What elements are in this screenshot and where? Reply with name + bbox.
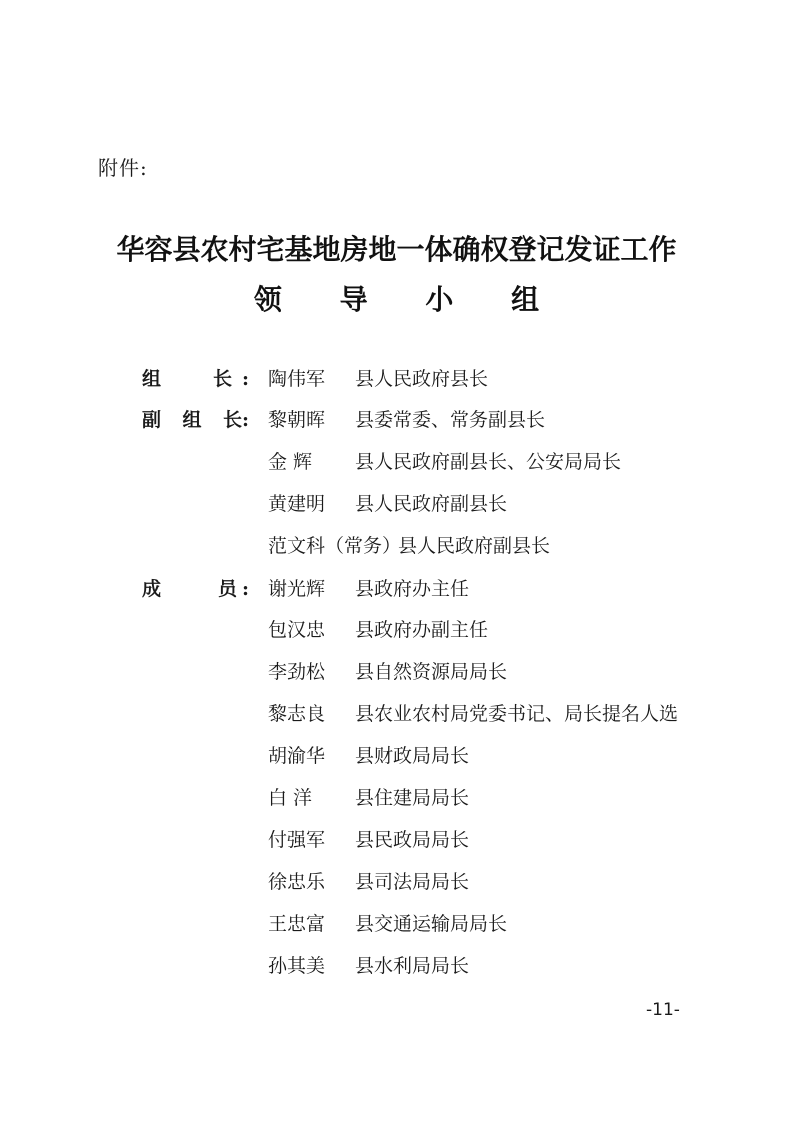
role-label-leader: 组 长 (142, 368, 232, 390)
document-title-line-1: 华容县农村宅基地房地一体确权登记发证工作 (116, 233, 677, 266)
member-position: 县人民政府县长 (355, 368, 489, 390)
attachment-label: 附件: (98, 156, 148, 180)
document-title-line-2: 领 导 小 组 (253, 283, 564, 316)
member-name: 黎朝晖 (268, 409, 326, 431)
member-name: 白 洋 (268, 787, 313, 809)
member-position: 县农业农村局党委书记、局长提名人选 (355, 703, 679, 725)
member-position: 县民政局局长 (355, 829, 470, 851)
member-name: 胡渝华 (268, 745, 326, 767)
member-name: 陶伟军 (268, 368, 326, 390)
role-colon: : (242, 409, 250, 431)
member-name: 付强军 (268, 829, 326, 851)
member-name: 李劲松 (268, 661, 326, 683)
role-colon: : (242, 368, 250, 390)
member-name: 金 辉 (268, 451, 313, 473)
member-name: 范文科（常务） (268, 535, 402, 557)
member-name: 孙其美 (268, 955, 326, 977)
member-position: 县政府办主任 (355, 578, 470, 600)
member-position: 县人民政府副县长 (398, 535, 551, 557)
member-name: 黎志良 (268, 703, 326, 725)
member-position: 县司法局局长 (355, 871, 470, 893)
member-position: 县政府办副主任 (355, 619, 489, 641)
member-name: 黄建明 (268, 493, 326, 515)
role-label-member: 成 员 (142, 578, 237, 600)
member-position: 县人民政府副县长 (355, 493, 508, 515)
role-colon: : (242, 578, 250, 600)
member-position: 县交通运输局局长 (355, 913, 508, 935)
member-position: 县人民政府副县长、公安局局长 (355, 451, 622, 473)
page-number: -11- (646, 1000, 680, 1020)
role-label-deputy: 副 组 长 (142, 409, 242, 431)
member-name: 王忠富 (268, 913, 326, 935)
member-position: 县委常委、常务副县长 (355, 409, 546, 431)
member-name: 包汉忠 (268, 619, 326, 641)
member-position: 县自然资源局局长 (355, 661, 508, 683)
member-position: 县水利局局长 (355, 955, 470, 977)
member-position: 县财政局局长 (355, 745, 470, 767)
member-name: 徐忠乐 (268, 871, 326, 893)
member-position: 县住建局局长 (355, 787, 470, 809)
member-name: 谢光辉 (268, 578, 326, 600)
